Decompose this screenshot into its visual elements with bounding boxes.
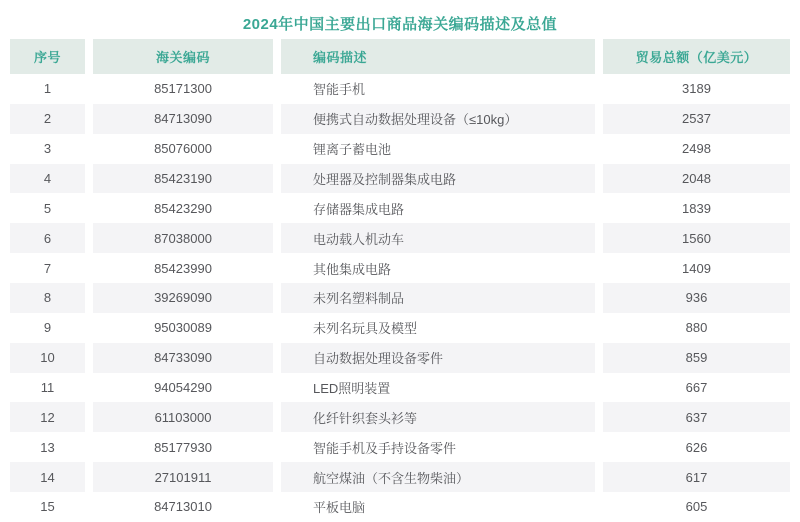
hs-code-cell: 84733090 xyxy=(93,343,273,373)
hs-code-cell: 85171300 xyxy=(93,74,273,104)
description-cell: 未列名塑料制品 xyxy=(281,283,595,313)
row-index-cell: 7 xyxy=(10,253,85,283)
row-index-cell: 11 xyxy=(10,373,85,403)
trade-value-cell: 3189 xyxy=(603,74,790,104)
description-cell: 智能手机 xyxy=(281,74,595,104)
trade-value-cell: 637 xyxy=(603,402,790,432)
hs-code-cell: 85076000 xyxy=(93,134,273,164)
table-row xyxy=(10,193,790,223)
export-table xyxy=(10,39,790,522)
hs-code-cell: 85423990 xyxy=(93,253,273,283)
hs-code-cell: 85177930 xyxy=(93,432,273,462)
row-index-cell: 9 xyxy=(10,313,85,343)
description-cell: 未列名玩具及模型 xyxy=(281,313,595,343)
description-cell: 存储器集成电路 xyxy=(281,193,595,223)
description-cell: 其他集成电路 xyxy=(281,253,595,283)
page-title: 2024年中国主要出口商品海关编码描述及总值 xyxy=(242,16,558,33)
trade-value-cell: 1409 xyxy=(603,253,790,283)
column-header-description: 编码描述 xyxy=(281,39,595,74)
description-cell: 平板电脑 xyxy=(281,492,595,522)
description-cell: 锂离子蓄电池 xyxy=(281,134,595,164)
hs-code-cell: 84713090 xyxy=(93,104,273,134)
table-row xyxy=(10,402,790,432)
table-row xyxy=(10,462,790,492)
row-index-cell: 13 xyxy=(10,432,85,462)
trade-value-cell: 2498 xyxy=(603,134,790,164)
table-row xyxy=(10,253,790,283)
description-cell: 自动数据处理设备零件 xyxy=(281,343,595,373)
table-row xyxy=(10,432,790,462)
trade-value-cell: 859 xyxy=(603,343,790,373)
hs-code-cell: 85423190 xyxy=(93,164,273,194)
column-header-trade-value: 贸易总额（亿美元） xyxy=(603,39,790,74)
table-header-row xyxy=(10,39,790,74)
table-row xyxy=(10,313,790,343)
hs-code-cell: 39269090 xyxy=(93,283,273,313)
row-index-cell: 10 xyxy=(10,343,85,373)
trade-value-cell: 2048 xyxy=(603,164,790,194)
description-cell: LED照明装置 xyxy=(281,373,595,403)
table-row xyxy=(10,283,790,313)
table-row xyxy=(10,492,790,522)
hs-code-cell: 94054290 xyxy=(93,373,273,403)
table-row xyxy=(10,104,790,134)
row-index-cell: 4 xyxy=(10,164,85,194)
trade-value-cell: 880 xyxy=(603,313,790,343)
table-row xyxy=(10,373,790,403)
trade-value-cell: 626 xyxy=(603,432,790,462)
trade-value-cell: 2537 xyxy=(603,104,790,134)
row-index-cell: 2 xyxy=(10,104,85,134)
description-cell: 便携式自动数据处理设备（≤10kg） xyxy=(281,104,595,134)
hs-code-cell: 61103000 xyxy=(93,402,273,432)
hs-code-cell: 84713010 xyxy=(93,492,273,522)
hs-code-cell: 95030089 xyxy=(93,313,273,343)
trade-value-cell: 667 xyxy=(603,373,790,403)
hs-code-cell: 85423290 xyxy=(93,193,273,223)
trade-value-cell: 617 xyxy=(603,462,790,492)
row-index-cell: 15 xyxy=(10,492,85,522)
row-index-cell: 6 xyxy=(10,223,85,253)
row-index-cell: 1 xyxy=(10,74,85,104)
table-row xyxy=(10,134,790,164)
row-index-cell: 12 xyxy=(10,402,85,432)
trade-value-cell: 1560 xyxy=(603,223,790,253)
trade-value-cell: 936 xyxy=(603,283,790,313)
table-row xyxy=(10,164,790,194)
column-header-hs-code: 海关编码 xyxy=(93,39,273,74)
description-cell: 化纤针织套头衫等 xyxy=(281,402,595,432)
row-index-cell: 5 xyxy=(10,193,85,223)
description-cell: 智能手机及手持设备零件 xyxy=(281,432,595,462)
table-row xyxy=(10,223,790,253)
row-index-cell: 3 xyxy=(10,134,85,164)
hs-code-cell: 27101911 xyxy=(93,462,273,492)
row-index-cell: 8 xyxy=(10,283,85,313)
table-row xyxy=(10,74,790,104)
hs-code-cell: 87038000 xyxy=(93,223,273,253)
table-body xyxy=(10,74,790,522)
description-cell: 处理器及控制器集成电路 xyxy=(281,164,595,194)
trade-value-cell: 605 xyxy=(603,492,790,522)
trade-value-cell: 1839 xyxy=(603,193,790,223)
description-cell: 航空煤油（不含生物柴油） xyxy=(281,462,595,492)
column-header-index: 序号 xyxy=(10,39,85,74)
row-index-cell: 14 xyxy=(10,462,85,492)
table-row xyxy=(10,343,790,373)
description-cell: 电动载人机动车 xyxy=(281,223,595,253)
